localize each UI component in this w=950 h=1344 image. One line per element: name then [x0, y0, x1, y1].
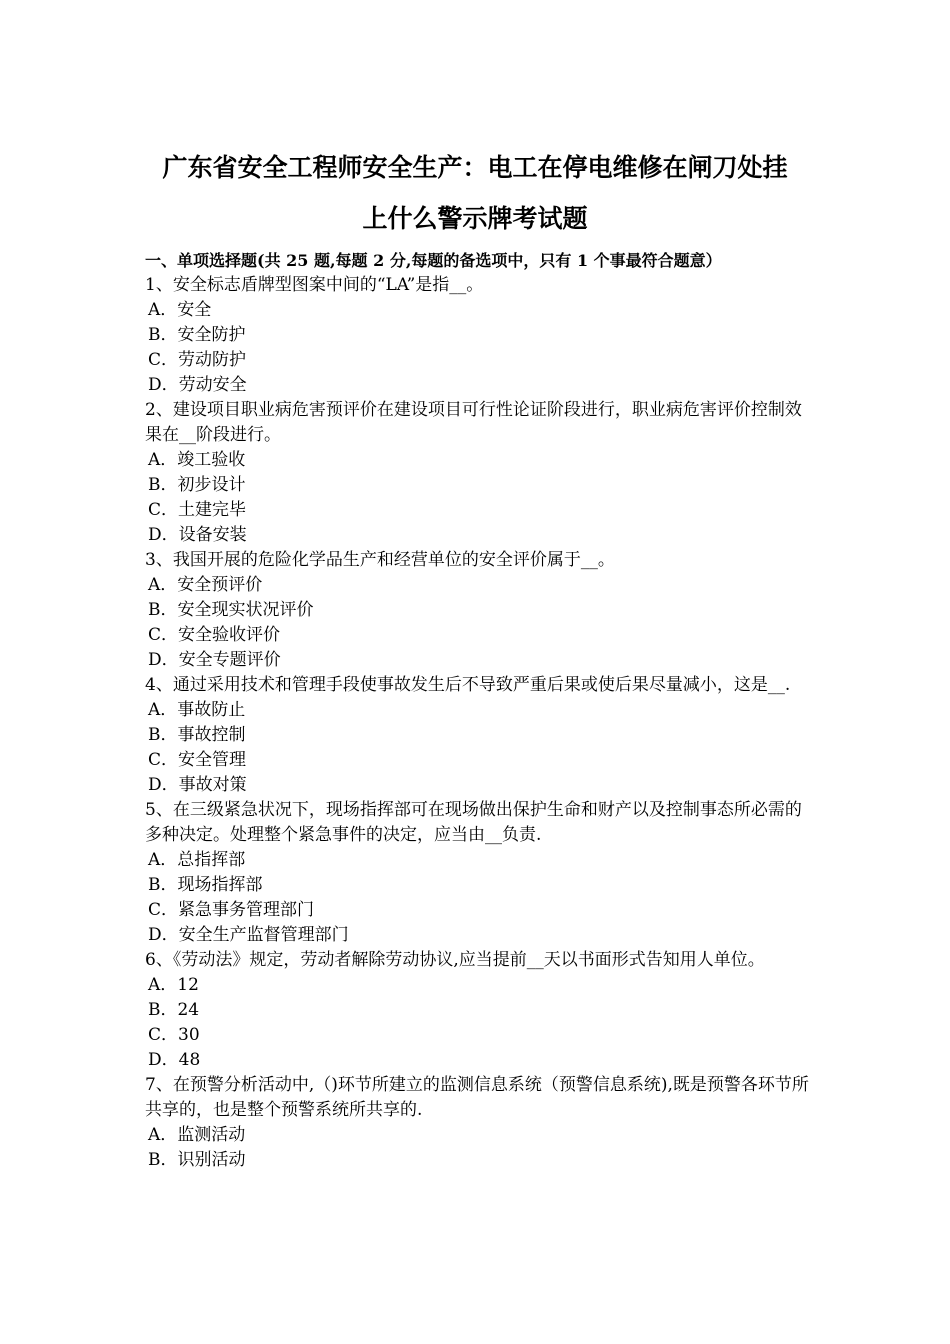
option-d: D．事故对策: [148, 775, 247, 795]
option-d: D．安全专题评价: [148, 650, 281, 670]
question-1: [145, 273, 815, 398]
document-body: [145, 248, 815, 1173]
option-a: A．安全预评价: [148, 575, 263, 595]
section-heading: 一、单项选择题(共 25 题,每题 2 分,每题的备选项中，只有 1 个事最符合题意）: [145, 251, 722, 270]
option-b: B．安全防护: [148, 325, 246, 345]
option-a: A．总指挥部: [148, 850, 246, 870]
question-text: 3、我国开展的危险化学品生产和经营单位的安全评价属于__。: [145, 550, 615, 570]
option-a: A．安全: [148, 300, 212, 320]
option-b: B．24: [148, 1000, 200, 1020]
question-7: [145, 1073, 815, 1173]
option-d: D．设备安装: [148, 525, 247, 545]
question-text: 4、通过采用技术和管理手段使事故发生后不导致严重后果或使后果尽量减小，这是__.: [145, 675, 791, 695]
option-c: C．紧急事务管理部门: [148, 900, 315, 920]
option-c: C．安全管理: [148, 750, 247, 770]
question-text: 1、安全标志盾牌型图案中间的“LA”是指__。: [145, 275, 484, 295]
option-b: B．事故控制: [148, 725, 246, 745]
option-d: D．安全生产监督管理部门: [148, 925, 349, 945]
question-5: [145, 798, 815, 948]
question-text: 2、建设项目职业病危害预评价在建设项目可行性论证阶段进行，职业病危害评价控制效果在__阶段进行。: [145, 400, 802, 445]
option-c: C．安全验收评价: [148, 625, 281, 645]
option-b: B．现场指挥部: [148, 875, 263, 895]
document-title-line-1: 广东省安全工程师安全生产：电工在停电维修在闸刀处挂: [162, 153, 788, 182]
question-text: 7、在预警分析活动中,（)环节所建立的监测信息系统（预警信息系统),既是预警各环节所共享的，也是整个预警系统所共享的.: [145, 1075, 809, 1120]
question-4: [145, 673, 815, 798]
option-c: C．土建完毕: [148, 500, 247, 520]
document-title-line-2: 上什么警示牌考试题: [362, 204, 588, 233]
option-b: B．安全现实状况评价: [148, 600, 314, 620]
question-2: [145, 398, 815, 548]
option-a: A．竣工验收: [148, 450, 246, 470]
question-text: 6、《劳动法》规定，劳动者解除劳动协议,应当提前__天以书面形式告知用人单位。: [145, 950, 765, 970]
option-a: A．监测活动: [148, 1125, 246, 1145]
question-3: [145, 548, 815, 673]
option-d: D．48: [148, 1050, 201, 1070]
question-6: [145, 948, 815, 1073]
option-c: C．劳动防护: [148, 350, 247, 370]
question-text: 5、在三级紧急状况下，现场指挥部可在现场做出保护生命和财产以及控制事态所必需的多种决定。处理整个紧急事件的决定，应当由__负责.: [145, 800, 802, 845]
option-a: A．事故防止: [148, 700, 246, 720]
option-c: C．30: [148, 1025, 200, 1045]
option-d: D．劳动安全: [148, 375, 247, 395]
option-b: B．识别活动: [148, 1150, 246, 1170]
option-a: A．12: [148, 975, 199, 995]
option-b: B．初步设计: [148, 475, 246, 495]
